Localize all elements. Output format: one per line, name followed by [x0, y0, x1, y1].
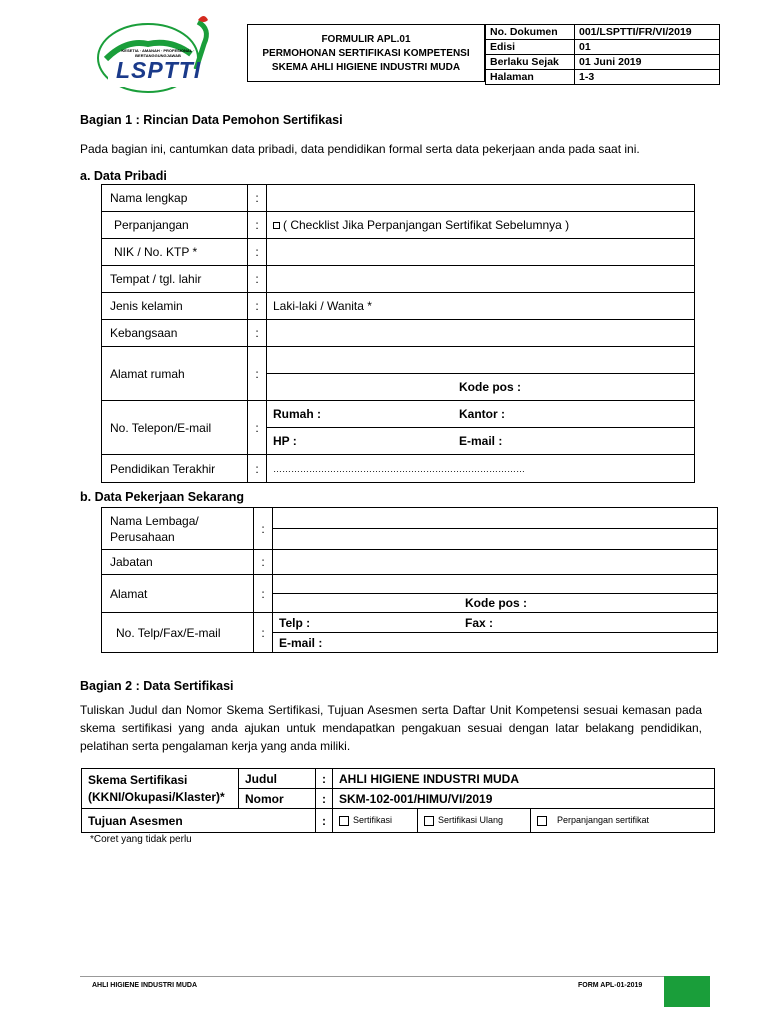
- certification-table: [81, 768, 715, 833]
- colon: :: [248, 185, 267, 212]
- docinfo-value: 01 Juni 2019: [575, 55, 720, 70]
- scheme-title-value[interactable]: AHLI HIGIENE INDUSTRI MUDA: [333, 769, 715, 789]
- label-number: Nomor: [239, 789, 316, 809]
- form-subtitle: PERMOHONAN SERTIFIKASI KOMPETENSI: [262, 48, 470, 59]
- work-postal-field[interactable]: [273, 594, 718, 613]
- colon: :: [316, 789, 333, 809]
- company-field-2[interactable]: [273, 529, 718, 550]
- work-fax-label: Fax :: [465, 615, 494, 630]
- nik-text: NIK / No. KTP *: [114, 245, 198, 259]
- personal-data-table: [101, 184, 695, 483]
- colon: :: [254, 575, 273, 613]
- footnote: *Coret yang tidak perlu: [90, 834, 192, 845]
- colon: :: [248, 212, 267, 239]
- scheme-number-value[interactable]: SKM-102-001/HIMU/VI/2019: [333, 789, 715, 809]
- colon: :: [316, 769, 333, 789]
- work-address-field[interactable]: [273, 575, 718, 594]
- docinfo-value: 01: [575, 40, 720, 55]
- renewal-field[interactable]: [267, 212, 695, 239]
- label-position: Jabatan: [102, 550, 254, 575]
- colon: :: [248, 320, 267, 347]
- label-company: Nama Lembaga/ Perusahaan: [102, 508, 254, 550]
- docinfo-key: Berlaku Sejak: [486, 55, 575, 70]
- section-2-intro: Tuliskan Judul dan Nomor Skema Sertifikasi, Tujuan Asesmen serta Daftar Unit Kompetensi sesuai kemasan pada skema sertifikasi yang anda ajukan untuk mendapatkan pengakuan sesuai dengan latar belakang pendidikan, pelatihan serta pengalaman kerja yang anda miliki.: [80, 703, 702, 753]
- email-label: E-mail :: [459, 434, 503, 448]
- logo-name: LSPTTI: [116, 57, 202, 83]
- nationality-field[interactable]: [267, 320, 695, 347]
- docinfo-value: 001/LSPTTI/FR/VI/2019: [575, 25, 720, 40]
- label-renewal: [102, 212, 248, 239]
- colon: :: [316, 809, 333, 833]
- nik-field[interactable]: [267, 239, 695, 266]
- label-work-phone: No. Telp/Fax/E-mail: [102, 613, 254, 653]
- renewal-cert-label: Perpanjangan sertifikat: [557, 815, 650, 826]
- education-field[interactable]: …………………………………………………………………………: [267, 455, 695, 483]
- footer-form-code: FORM APL-01-2019: [578, 982, 643, 989]
- label-title: Judul: [239, 769, 316, 789]
- company-field[interactable]: [273, 508, 718, 529]
- birth-field[interactable]: [267, 266, 695, 293]
- work-email-field[interactable]: E-mail :: [273, 633, 718, 653]
- document-info-table: [485, 24, 720, 85]
- colon: :: [248, 266, 267, 293]
- office-phone-label: Kantor :: [459, 407, 505, 421]
- full-name-field[interactable]: [267, 185, 695, 212]
- colon: :: [248, 401, 267, 455]
- work-postal-label: Kode pos :: [465, 596, 527, 610]
- docinfo-key: No. Dokumen: [486, 25, 575, 40]
- label-scheme: Skema Sertifikasi (KKNI/Okupasi/Klaster)*: [82, 769, 239, 809]
- label-purpose: Tujuan Asesmen: [82, 809, 316, 833]
- work-telp-label: Telp :: [279, 615, 311, 630]
- colon: :: [248, 239, 267, 266]
- label-gender: Jenis kelamin: [102, 293, 248, 320]
- docinfo-value: 1-3: [575, 70, 720, 85]
- footer-divider: [80, 976, 710, 977]
- footer-scheme: AHLI HIGIENE INDUSTRI MUDA: [92, 982, 197, 989]
- home-office-phone-field[interactable]: [267, 401, 695, 428]
- colon: :: [248, 347, 267, 401]
- renewal-cert-checkbox[interactable]: [537, 816, 547, 826]
- work-data-table: [101, 507, 718, 653]
- option-certification[interactable]: [333, 809, 418, 833]
- label-full-name: Nama lengkap: [102, 185, 248, 212]
- home-phone-label: Rumah :: [273, 407, 321, 421]
- postal-code-field[interactable]: [267, 374, 695, 401]
- hp-label: HP :: [273, 434, 297, 448]
- colon: :: [248, 293, 267, 320]
- work-data-title: b. Data Pekerjaan Sekarang: [80, 490, 244, 504]
- label-work-address: Alamat: [102, 575, 254, 613]
- colon: :: [254, 550, 273, 575]
- position-field[interactable]: [273, 550, 718, 575]
- colon: :: [254, 508, 273, 550]
- colon: :: [254, 613, 273, 653]
- address-field[interactable]: [267, 347, 695, 374]
- recertification-checkbox[interactable]: [424, 816, 434, 826]
- option-renewal[interactable]: [531, 809, 715, 833]
- form-header: [247, 24, 485, 82]
- lsptti-logo: [86, 14, 216, 94]
- gender-field[interactable]: Laki-laki / Wanita *: [267, 293, 695, 320]
- certification-checkbox[interactable]: [339, 816, 349, 826]
- colon: :: [248, 455, 267, 483]
- renewal-checkbox[interactable]: [273, 222, 280, 229]
- label-education: Pendidikan Terakhir: [102, 455, 248, 483]
- postal-code-label: Kode pos :: [459, 380, 521, 394]
- logo-motto: KESETIA · AMANAH · PROFESIONAL · BERTANGGUNGJAWAB: [121, 48, 195, 58]
- label-address: Alamat rumah: [102, 347, 248, 401]
- label-birth: Tempat / tgl. lahir: [102, 266, 248, 293]
- option-recertification[interactable]: [418, 809, 531, 833]
- work-phone-fax-field[interactable]: [273, 613, 718, 633]
- section-1-intro: Pada bagian ini, cantumkan data pribadi, data pendidikan formal serta data pekerjaan anda pada saat ini.: [80, 142, 640, 156]
- section-1-title: Bagian 1 : Rincian Data Pemohon Sertifikasi: [80, 113, 343, 127]
- renewal-hint: ( Checklist Jika Perpanjangan Sertifikat Sebelumnya ): [283, 218, 570, 232]
- footer-green-block: [664, 976, 710, 1007]
- label-phone-email: No. Telepon/E-mail: [102, 401, 248, 455]
- docinfo-key: Halaman: [486, 70, 575, 85]
- form-title: FORMULIR APL.01: [321, 34, 411, 45]
- renewal-text: Perpanjangan: [114, 218, 189, 232]
- section-2-title: Bagian 2 : Data Sertifikasi: [80, 679, 234, 693]
- label-nik: [102, 239, 248, 266]
- recertification-label: Sertifikasi Ulang: [438, 815, 504, 826]
- label-nationality: Kebangsaan: [102, 320, 248, 347]
- docinfo-key: Edisi: [486, 40, 575, 55]
- form-scheme: SKEMA AHLI HIGIENE INDUSTRI MUDA: [271, 62, 461, 73]
- hp-email-field[interactable]: [267, 428, 695, 455]
- personal-data-title: a. Data Pribadi: [80, 169, 167, 183]
- certification-label: Sertifikasi: [353, 815, 393, 826]
